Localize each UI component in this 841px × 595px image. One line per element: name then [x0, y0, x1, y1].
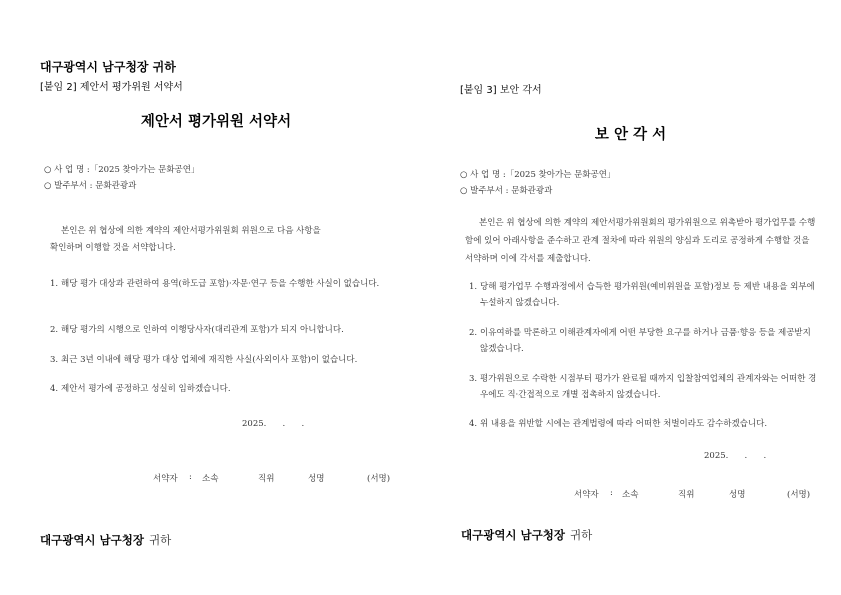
- project-line: ○ 사 업 명 :「2025 찾아가는 문화공연」: [460, 170, 616, 180]
- attachment-label: [붙임 3] 보안 각서: [460, 85, 542, 96]
- signer-label: 서약자: [574, 490, 599, 500]
- addressee-footer-name: 대구광역시 남구청장: [461, 528, 565, 542]
- security-pledge-page: [420, 0, 841, 595]
- position-label: 직위: [258, 474, 275, 484]
- name-label: 성명: [308, 474, 325, 484]
- item-number: 2.: [50, 325, 59, 335]
- list-item: [50, 381, 400, 397]
- list-item: [469, 279, 817, 311]
- item-text: 당해 평가업무 수행과정에서 습득한 평가위원(예비위원을 포함)정보 등 제반 내용을 외부에 누설하지 않겠습니다.: [480, 282, 815, 308]
- signer-colon: :: [189, 472, 192, 482]
- project-line: ○ 사 업 명 :「2025 찾아가는 문화공연」: [44, 165, 200, 175]
- intro-line-2: 확인하며 이행할 것을 서약합니다.: [50, 243, 176, 253]
- item-text: 평가위원으로 수락한 시점부터 평가가 완료될 때까지 입찰참여업체의 관계자와는 어떠한 경우에도 직·간접적으로 개별 접촉하지 않겠습니다.: [480, 374, 817, 400]
- list-item: [469, 416, 817, 432]
- signature-label: (서명): [787, 490, 811, 500]
- addressee-footer: [461, 524, 592, 543]
- position-label: 직위: [678, 490, 695, 500]
- item-text: 해당 평가 대상과 관련하여 용역(하도급 포함)·자문·연구 등을 수행한 사실이 없습니다.: [61, 279, 380, 289]
- item-number: 4.: [469, 419, 478, 429]
- intro-paragraph: 본인은 위 협상에 의한 계약의 제안서평가위원회의 평가위원으로 위촉받아 평가업무를 수행함에 있어 아래사항을 준수하고 관계 절차에 따라 위원의 양심과 도리로 공정하게 수행할 것을 서약하며 이에 각서를 제출합니다.: [465, 218, 816, 264]
- addressee-header: 대구광역시 남구청장 귀하: [40, 60, 176, 74]
- department-line: ○ 발주부서 : 문화관광과: [460, 186, 553, 196]
- item-number: 2.: [469, 328, 478, 338]
- affiliation-label: 소속: [202, 474, 219, 484]
- pledge-date: 2025. . .: [242, 419, 305, 429]
- pledge-page: [0, 0, 420, 595]
- affiliation-label: 소속: [622, 490, 639, 500]
- attachment-label: [붙임 2] 제안서 평가위원 서약서: [40, 82, 183, 93]
- item-text: 해당 평가의 시행으로 인하여 이행당사자(대리관계 포함)가 되지 아니합니다.: [61, 325, 344, 335]
- signer-colon: :: [610, 488, 613, 498]
- addressee-footer: [40, 529, 171, 548]
- list-item: [50, 322, 400, 338]
- item-number: 1.: [50, 279, 59, 289]
- department-line: ○ 발주부서 : 문화관광과: [44, 181, 137, 191]
- item-text: 최근 3년 이내에 해당 평가 대상 업체에 재직한 사실(사외이사 포함)이 없습니다.: [61, 355, 358, 365]
- list-item: [50, 352, 400, 368]
- signature-label: (서명): [367, 474, 391, 484]
- name-label: 성명: [729, 490, 746, 500]
- item-text: 이유여하를 막론하고 이해관계자에게 어떤 부당한 요구를 하거나 금품·향응 등을 제공받지 않겠습니다.: [480, 328, 811, 354]
- document-title: 제안서 평가위원 서약서: [140, 114, 292, 130]
- item-number: 3.: [50, 355, 59, 365]
- item-number: 1.: [469, 282, 478, 292]
- pledge-date: 2025. . .: [704, 451, 767, 461]
- addressee-footer-suffix: 귀하: [149, 533, 172, 547]
- addressee-footer-suffix: 귀하: [570, 528, 593, 542]
- document-title: 보 안 각 서: [594, 127, 667, 143]
- list-item: [50, 276, 395, 292]
- item-number: 4.: [50, 384, 59, 394]
- list-item: [469, 371, 817, 403]
- item-text: 위 내용을 위반할 시에는 관계법령에 따라 어떠한 처벌이라도 감수하겠습니다.: [480, 419, 768, 429]
- list-item: [469, 325, 817, 357]
- item-number: 3.: [469, 374, 478, 384]
- item-text: 제안서 평가에 공정하고 성실히 임하겠습니다.: [61, 384, 231, 394]
- signer-label: 서약자: [153, 474, 178, 484]
- addressee-footer-name: 대구광역시 남구청장: [40, 533, 144, 547]
- intro-line-1: 본인은 위 협상에 의한 계약의 제안서평가위원회 위원으로 다음 사항을: [61, 226, 321, 236]
